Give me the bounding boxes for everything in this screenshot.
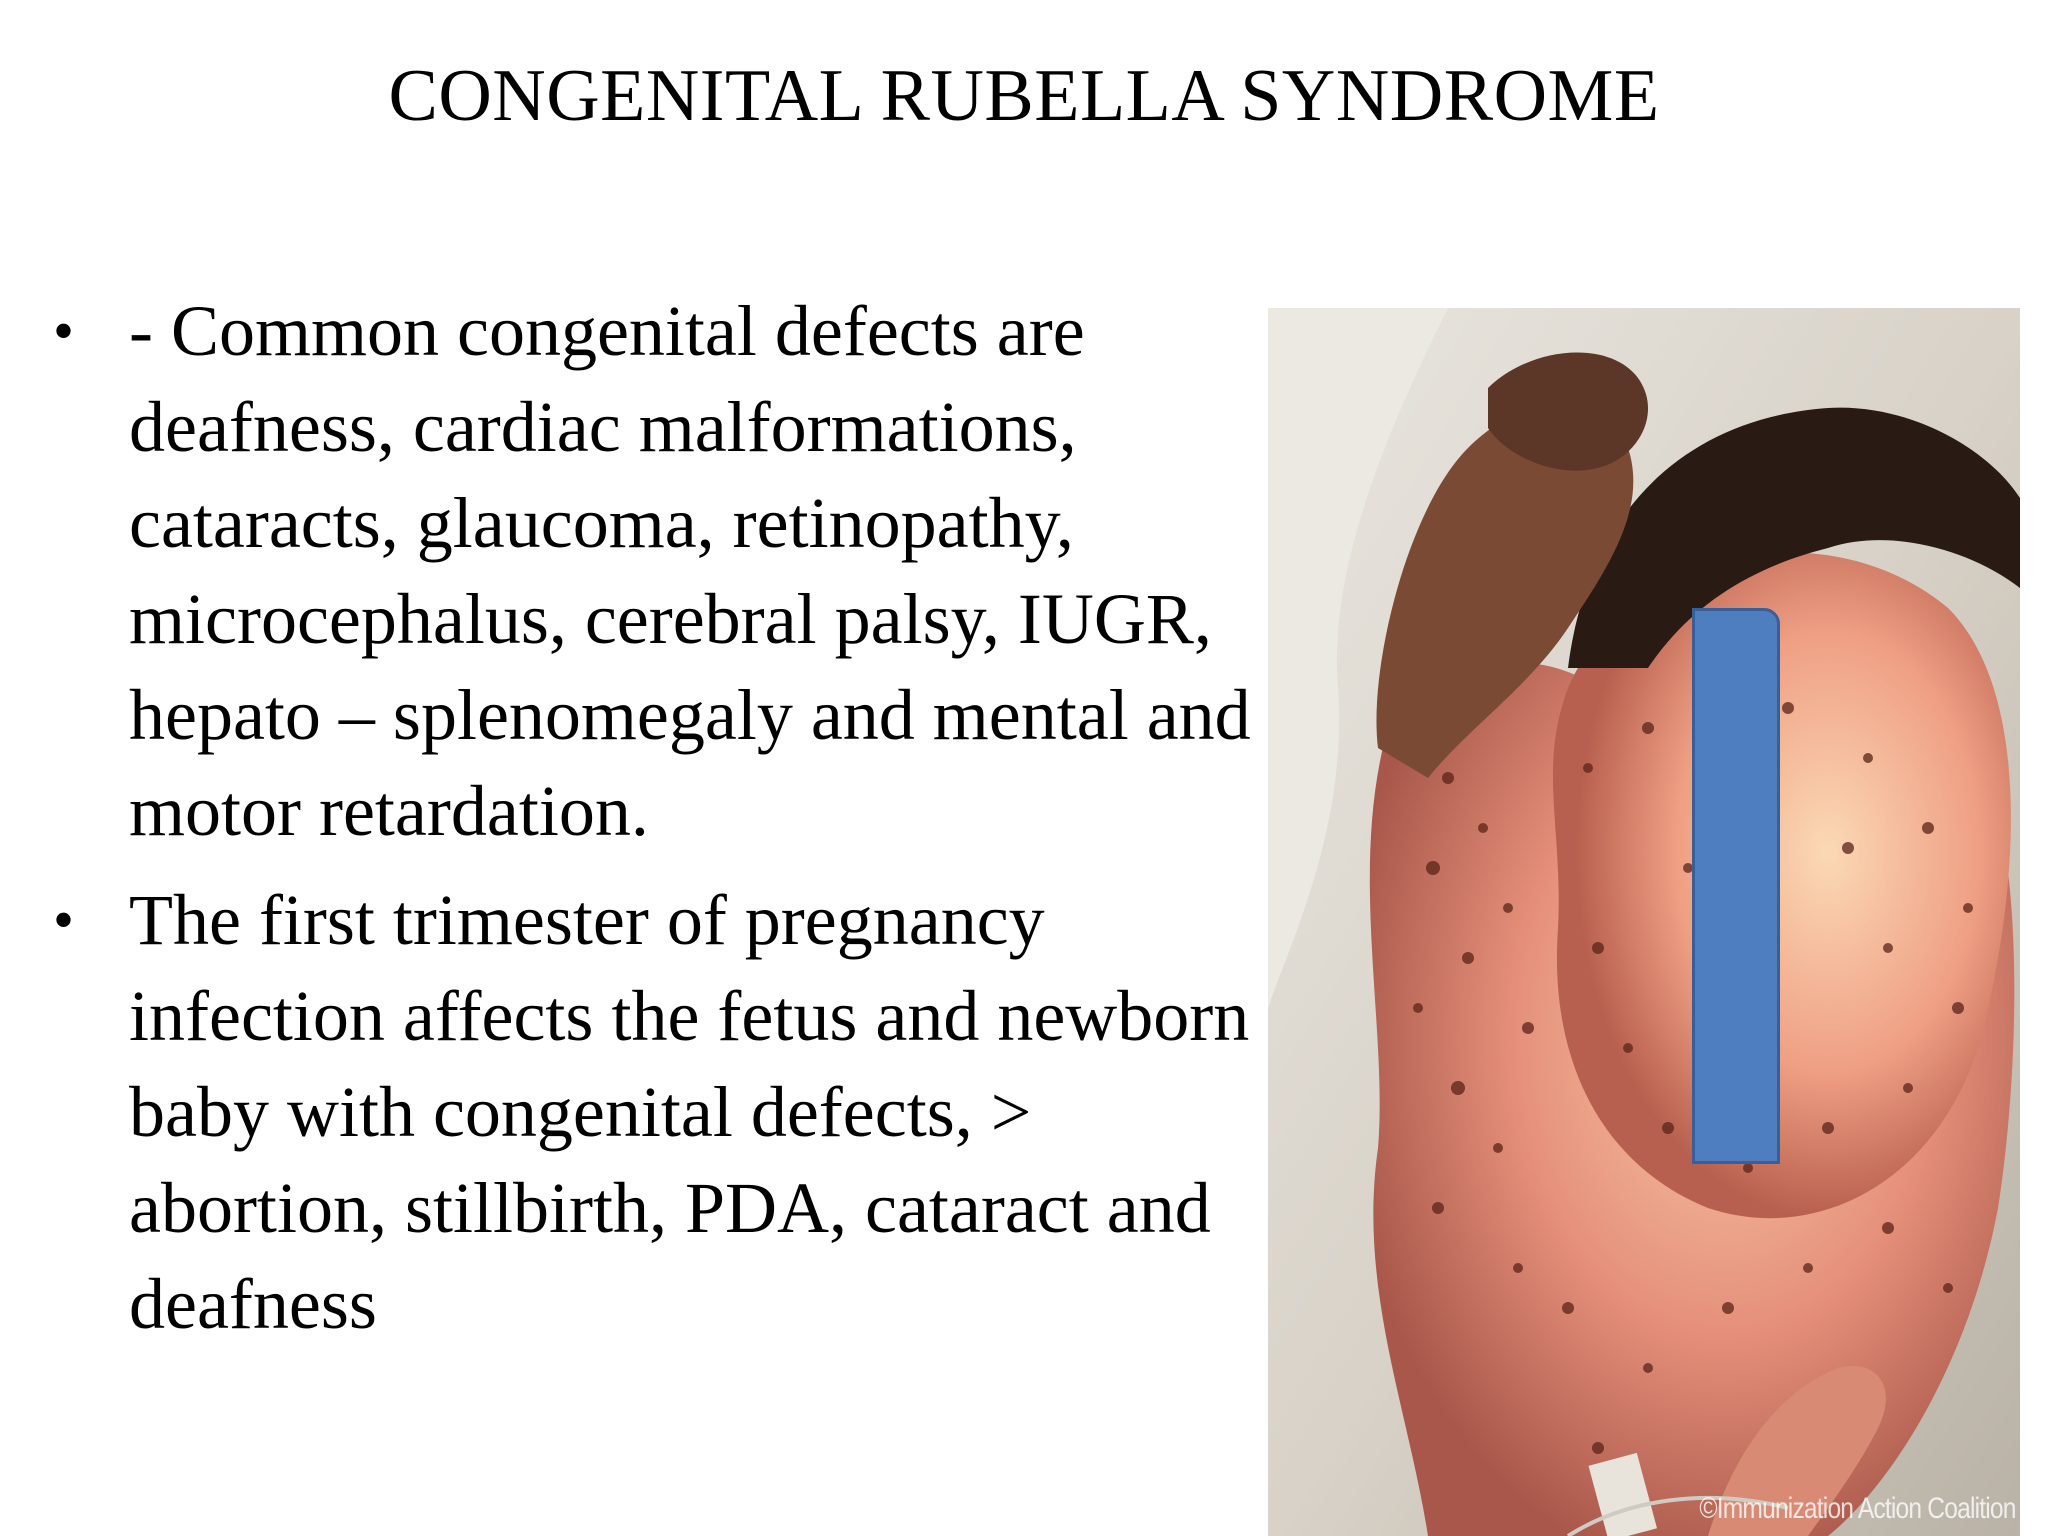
blue-redaction-shape xyxy=(1692,608,1780,1164)
bullet-item xyxy=(50,872,1265,1352)
bullet-text: - Common congenital defects are deafness, cardiac malformations, cataracts, glaucoma, retinopathy, microcephalus, cerebral palsy, IUGR, hepato – splenomegaly and mental and motor retardation. xyxy=(129,291,1251,851)
bullet-marker: • xyxy=(53,887,75,953)
bullet-marker: • xyxy=(53,298,75,364)
photo-illustration xyxy=(1268,308,2020,1536)
infant-rash-photo xyxy=(1268,308,2020,1536)
bullet-item xyxy=(50,283,1265,859)
slide-title: CONGENITAL RUBELLA SYNDROME xyxy=(388,55,1660,137)
photo-watermark: ©Immunization Action Coalition xyxy=(1699,1492,2016,1525)
bullet-text: The first trimester of pregnancy infection affects the fetus and newborn baby with congenital defects, > abortion, stillbirth, PDA, cataract and deafness xyxy=(129,880,1250,1344)
bullet-list xyxy=(50,283,1265,1365)
